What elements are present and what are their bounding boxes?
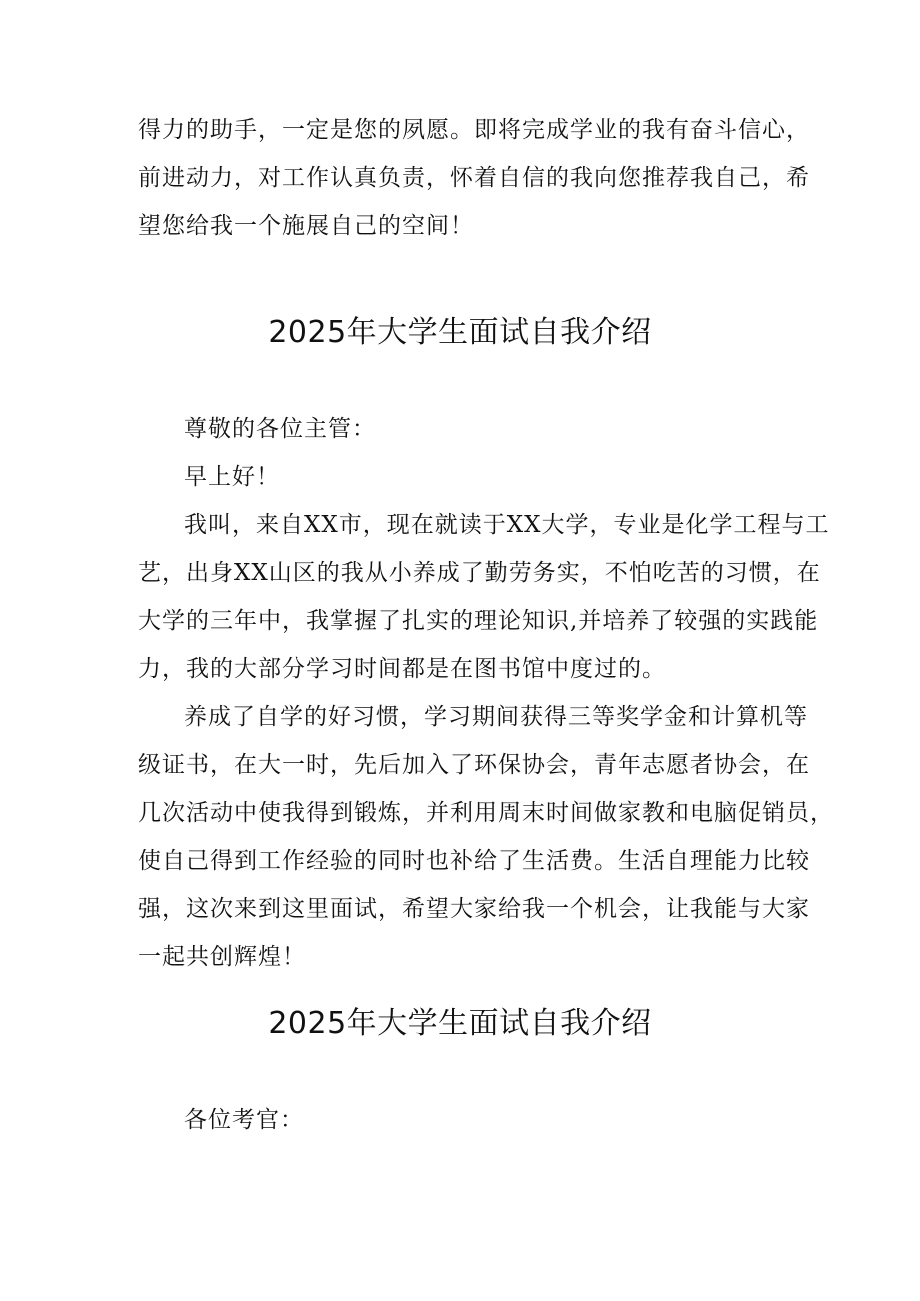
paragraph-line: 强，这次来到这里面试，希望大家给我一个机会，让我能与大家 bbox=[138, 896, 810, 922]
paragraph-line: 大学的三年中，我掌握了扎实的理论知识,并培养了较强的实践能 bbox=[138, 608, 819, 634]
paragraph-line: 养成了自学的好习惯，学习期间获得三等奖学金和计算机等 bbox=[184, 704, 808, 730]
paragraph-line: 得力的助手，一定是您的夙愿。即将完成学业的我有奋斗信心， bbox=[138, 117, 810, 143]
paragraph-line: 艺，出身XX山区的我从小养成了勤劳务实，不怕吃苦的习惯，在 bbox=[138, 560, 821, 586]
paragraph-line: 几次活动中使我得到锻炼，并利用周末时间做家教和电脑促销员， bbox=[138, 800, 834, 826]
paragraph bbox=[138, 501, 830, 693]
paragraph-line: 望您给我一个施展自己的空间！ bbox=[138, 213, 474, 239]
paragraph bbox=[138, 693, 834, 981]
paragraph-line: 使自己得到工作经验的同时也补给了生活费。生活自理能力比较 bbox=[138, 848, 810, 874]
section2-body bbox=[138, 1096, 798, 1144]
salutation: 尊敬的各位主管： bbox=[184, 416, 376, 442]
paragraph-line: 我叫，来自XX市，现在就读于XX大学，专业是化学工程与工 bbox=[184, 512, 830, 538]
greeting: 早上好！ bbox=[184, 464, 280, 490]
section-title: 2025年大学生面试自我介绍 bbox=[268, 1006, 652, 1041]
paragraph-line: 力，我的大部分学习时间都是在图书馆中度过的。 bbox=[138, 656, 666, 682]
paragraph-line: 一起共创辉煌！ bbox=[138, 944, 306, 970]
section1-body bbox=[138, 405, 834, 981]
salutation: 各位考官： bbox=[184, 1107, 304, 1133]
top-paragraph bbox=[138, 106, 810, 250]
section-title: 2025年大学生面试自我介绍 bbox=[268, 315, 652, 350]
paragraph-line: 级证书，在大一时，先后加入了环保协会，青年志愿者协会，在 bbox=[138, 752, 810, 778]
paragraph-line: 前进动力，对工作认真负责，怀着自信的我向您推荐我自己，希 bbox=[138, 165, 810, 191]
